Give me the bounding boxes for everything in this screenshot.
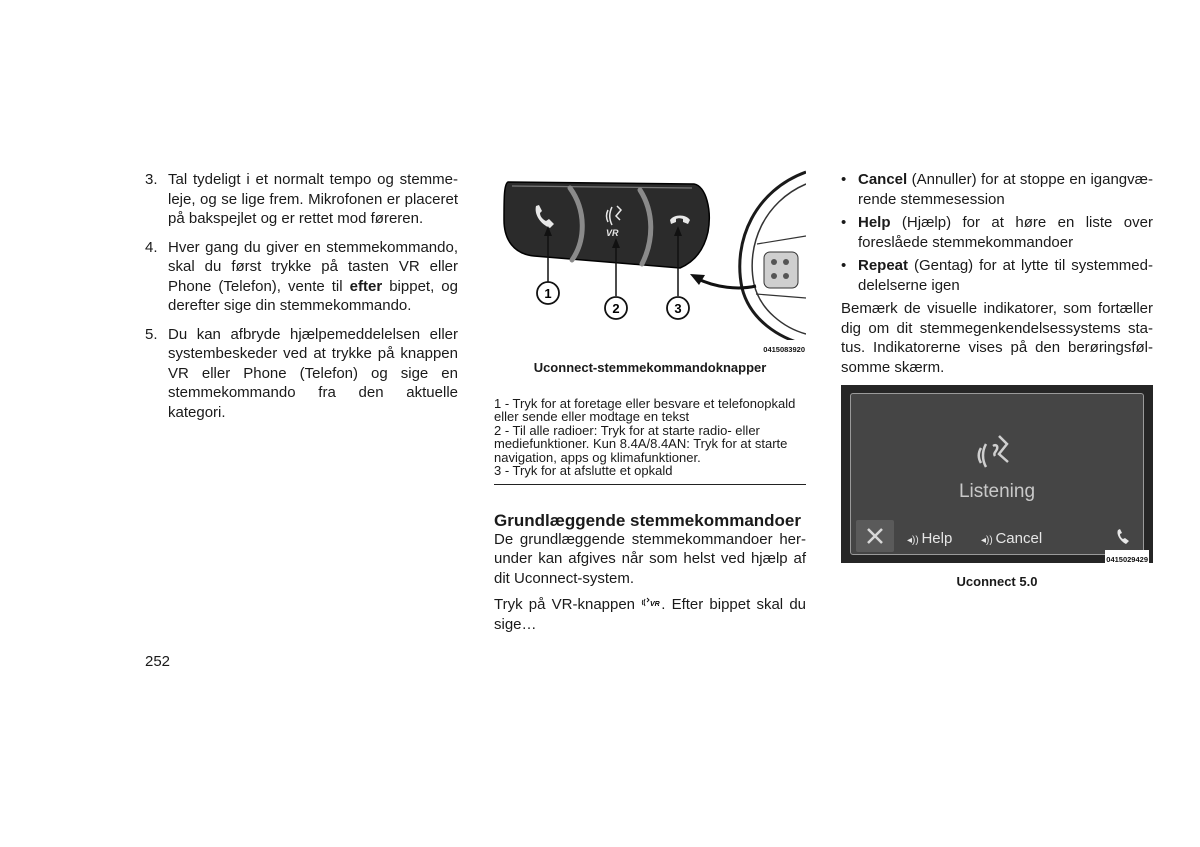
item-text (168, 238, 458, 316)
bullet-term: Help (858, 214, 891, 231)
section-paragraph: De grundlæggende stemmekommandoer herunder kan afgives når som helst ved hjælp af dit Uconnect-system. (494, 530, 806, 587)
close-icon (856, 520, 894, 552)
voice-small-icon: ◂)) (907, 535, 922, 546)
list-item (145, 170, 458, 229)
figure-caption: Uconnect 5.0 (956, 574, 1038, 589)
bullet-description: (Gentag) for at lytte til systemmeddelelserne igen (858, 257, 1153, 294)
close-button[interactable] (856, 520, 894, 552)
paragraph-text: . Efter bippet skal du sige… (494, 596, 806, 633)
legend-item: 2 - Til alle radioer: Tryk for at starte radio- eller mediefunktioner. Kun 8.4A/8.4AN: Tryk for at starte navigation, apps og klimafunktioner. (494, 422, 788, 465)
list-item (145, 325, 458, 423)
figure-id: 0415029429 (1105, 550, 1149, 570)
section-heading: Grundlæggende stemmekommandoer (494, 510, 802, 530)
help-button[interactable] (907, 529, 952, 551)
steering-wheel-illustration (494, 170, 806, 348)
cancel-button[interactable] (981, 529, 1042, 551)
section-paragraph-vr (494, 595, 806, 634)
bullet-icon: • (841, 214, 847, 231)
bullet-item (841, 213, 1153, 252)
legend-item: 3 - Tryk for at afslutte et opkald (494, 463, 673, 478)
steering-wheel-buttons-figure (494, 170, 806, 354)
bullet-item (841, 170, 1153, 209)
bullet-term: Cancel (858, 171, 908, 188)
item-text-part: Hver gang du giver en stemmekommando, skal du først trykke på tasten VR eller Phone (Telefon), vente til (168, 238, 458, 295)
indicator-paragraph: Bemærk de visuelle indikatorer, som fortæller dig om dit stemmegenkendelsessystems status. Indikatorerne vises på den berøringsfølsomme skærm. (841, 300, 1153, 376)
legend-item: 1 - Tryk for at foretage eller besvare et telefonopkald eller sende eller modtage en tekst (494, 395, 796, 424)
item-number: 4. (145, 238, 158, 256)
item-text (168, 325, 458, 423)
bullet-description: (Hjælp) for at høre en liste over foreslåede stemmekommandoer (858, 214, 1153, 251)
item-text-part: Du kan afbryde hjælpemeddelelsen eller systembeskeder ved at trykke på knappen VR eller Phone (Telefon) og sige en stemmekommando fra den aktuelle kategori. (168, 325, 458, 421)
help-label: Help (921, 530, 953, 547)
item-number: 5. (145, 325, 158, 343)
bullet-icon: • (841, 257, 847, 274)
vr-button-icon (641, 596, 661, 608)
bullet-icon: • (841, 171, 847, 188)
svg-text:VR: VR (650, 601, 660, 608)
bullet-term: Repeat (858, 257, 909, 274)
item-text-part: bippet, og derefter sige din stemmekommando. (168, 277, 458, 314)
cancel-label: Cancel (995, 530, 1043, 547)
bullet-description: (Annuller) for at stoppe en igangværende stemmesession (858, 171, 1153, 208)
figure-legend (494, 397, 806, 485)
paragraph-text: Tryk på VR-knappen (494, 596, 636, 613)
phone-icon[interactable] (1115, 528, 1133, 546)
uconnect-display (850, 393, 1144, 555)
item-text (168, 170, 458, 229)
item-text-emphasis: efter (349, 277, 383, 295)
right-column (841, 170, 1153, 592)
callout-number: 3 (674, 301, 682, 316)
bullet-text (858, 170, 1153, 209)
bullet-text (858, 256, 1153, 295)
bullet-text (858, 213, 1153, 252)
item-text-part: Tal tydeligt i et normalt tempo og stemmeleje, og se lige frem. Mikrofonen er placeret på bakspejlet og er rettet mod føreren. (168, 171, 458, 227)
left-column (145, 170, 458, 431)
vr-label: VR (606, 228, 619, 238)
page-number: 252 (145, 653, 171, 670)
item-number: 3. (145, 171, 158, 188)
callout-number: 1 (544, 286, 552, 301)
voice-small-icon: ◂)) (981, 535, 996, 546)
middle-column (494, 170, 806, 634)
figure-caption: Uconnect-stemmekommandoknapper (533, 360, 767, 375)
callout-number: 2 (612, 301, 620, 316)
uconnect-screen-figure (841, 385, 1153, 563)
bullet-item (841, 256, 1153, 295)
voice-icon (975, 432, 1017, 472)
figure-id: 0415083920 (762, 340, 806, 360)
listening-status: Listening (958, 481, 1036, 502)
list-item (145, 238, 458, 316)
